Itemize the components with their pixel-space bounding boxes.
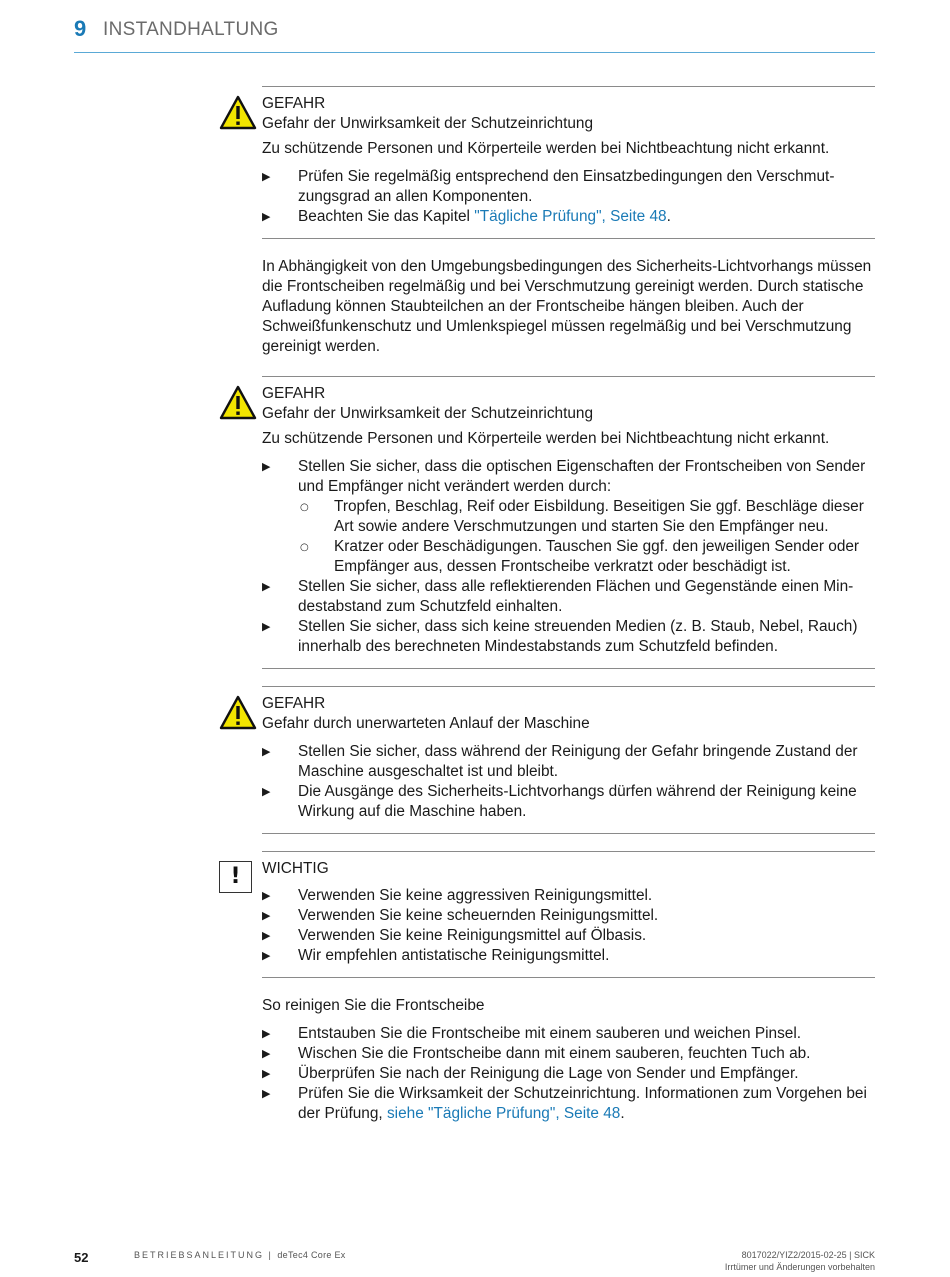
body-paragraph: In Abhängigkeit von den Umgebungsbedingungen des Sicherheits-Lichtvorhangs müssen die Frontscheiben regelmäßig und bei Verschmutzung gereinigt werden. Durch statische Aufladung können Staubteilchen an der Frontscheibe hängen bleiben. Auch der Schweißfunkenschutz und Umlenkspiegel müssen regelmäßig und bei Verschmutzung gereinigt werden. — [262, 258, 872, 355]
page-header — [74, 14, 875, 53]
notice-title: GEFAHR — [262, 695, 326, 712]
notice-subtitle: Gefahr der Unwirksamkeit der Schutzeinrichtung — [262, 405, 594, 422]
list-item — [262, 207, 875, 227]
sub-list-item: ○ Kratzer oder Beschädigungen. Tauschen Sie ggf. den jeweiligen Sender oder Empfänger aus, dessen Frontscheibe verkratzt oder beschädigt ist. — [298, 537, 875, 577]
danger-notice-3 — [262, 686, 875, 834]
list-item-text: Stellen Sie sicher, dass die optischen Eigenschaften der Frontscheiben von Sender und Empfänger nicht verändert werden durch: — [298, 458, 866, 495]
list-item: ▶ Wischen Sie die Frontscheibe dann mit einem sauberen, feuchten Tuch ab. — [262, 1044, 875, 1064]
warning-triangle-icon — [219, 695, 257, 731]
notice-text: Zu schützende Personen und Körperteile werden bei Nichtbeachtung nicht erkannt. — [262, 430, 830, 447]
chapter-link[interactable]: "Tägliche Prüfung", Seite 48 — [474, 208, 667, 225]
doc-type-label: BETRIEBSANLEITUNG — [134, 1250, 265, 1260]
main-content — [230, 86, 875, 1124]
list-item-text: Prüfen Sie die Wirksamkeit der Schutzeinrichtung. Informationen zum Vorgehen bei der Prüfung, — [298, 1085, 867, 1122]
list-item: ▶ Stellen Sie sicher, dass alle reflektierenden Flächen und Gegenstände einen Mindestabstand zum Schutzfeld einhalten. — [262, 577, 875, 617]
warning-triangle-icon — [219, 385, 257, 421]
list-item: ▶ Stellen Sie sicher, dass während der Reinigung der Gefahr bringende Zustand der Maschine ausgeschaltet ist und bleibt. — [262, 742, 875, 782]
list-item: ▶ Entstauben Sie die Frontscheibe mit einem sauberen und weichen Pinsel. — [262, 1024, 875, 1044]
link-suffix: . — [666, 208, 671, 225]
link-suffix: . — [620, 1105, 625, 1122]
exclamation-box-icon: ! — [219, 861, 252, 893]
list-item: ▶ Die Ausgänge des Sicherheits-Lichtvorhangs dürfen während der Reinigung keine Wirkung auf die Maschine haben. — [262, 782, 875, 822]
list-item — [262, 1084, 875, 1124]
list-item: ▶ Wir empfehlen antistatische Reinigungsmittel. — [262, 946, 875, 966]
list-item: ▶ Verwenden Sie keine Reinigungsmittel auf Ölbasis. — [262, 926, 875, 946]
notice-list — [262, 457, 875, 657]
notice-text: Zu schützende Personen und Körperteile werden bei Nichtbeachtung nicht erkannt. — [262, 140, 830, 157]
notice-title: WICHTIG — [262, 860, 329, 877]
notice-list — [262, 167, 875, 227]
product-name: deTec4 Core Ex — [277, 1250, 346, 1260]
disclaimer: Irrtümer und Änderungen vorbehalten — [724, 1262, 875, 1272]
page-number: 52 — [74, 1250, 89, 1265]
chapter-title: INSTANDHALTUNG — [103, 19, 279, 40]
chapter-number: 9 — [74, 16, 87, 41]
sub-list-item: ○ Tropfen, Beschlag, Reif oder Eisbildung. Beseitigen Sie ggf. Beschläge dieser Art sowie andere Verschmutzungen und starten Sie den Empfänger neu. — [298, 497, 875, 537]
document-type — [134, 1250, 346, 1260]
notice-subtitle: Gefahr der Unwirksamkeit der Schutzeinrichtung — [262, 115, 594, 132]
notice-list — [262, 742, 875, 822]
list-item: ▶ Überprüfen Sie nach der Reinigung die Lage von Sender und Empfänger. — [262, 1064, 875, 1084]
warning-triangle-icon — [219, 95, 257, 131]
list-item — [262, 457, 875, 577]
list-item: ▶ Verwenden Sie keine aggressiven Reinigungsmittel. — [262, 886, 875, 906]
footer-right — [725, 1249, 875, 1273]
danger-notice-1 — [262, 86, 875, 239]
document-id: 8017022/YIZ2/2015-02-25 | SICK — [741, 1250, 875, 1260]
notice-title: GEFAHR — [262, 95, 326, 112]
procedure-intro: So reinigen Sie die Frontscheibe — [262, 997, 485, 1014]
list-item-text: Beachten Sie das Kapitel — [298, 208, 475, 225]
notice-subtitle: Gefahr durch unerwarteten Anlauf der Maschine — [262, 715, 590, 732]
page-footer — [74, 1248, 875, 1274]
footer-separator: | — [264, 1250, 278, 1260]
procedure-list — [262, 1024, 875, 1124]
chapter-link[interactable]: siehe "Tägliche Prüfung", Seite 48 — [386, 1105, 621, 1122]
danger-notice-2 — [262, 376, 875, 669]
list-item: ▶ Verwenden Sie keine scheuernden Reinigungsmittel. — [262, 906, 875, 926]
sub-list — [298, 497, 875, 577]
list-item: ▶ Prüfen Sie regelmäßig entsprechend den Einsatzbedingungen den Verschmutzungsgrad an allen Komponenten. — [262, 167, 875, 207]
list-item: ▶ Stellen Sie sicher, dass sich keine streuenden Medien (z. B. Staub, Nebel, Rauch) innerhalb des berechneten Mindestabstands zum Schutzfeld befinden. — [262, 617, 875, 657]
important-notice — [230, 851, 875, 978]
notice-title: GEFAHR — [262, 385, 326, 402]
notice-list — [262, 886, 875, 966]
